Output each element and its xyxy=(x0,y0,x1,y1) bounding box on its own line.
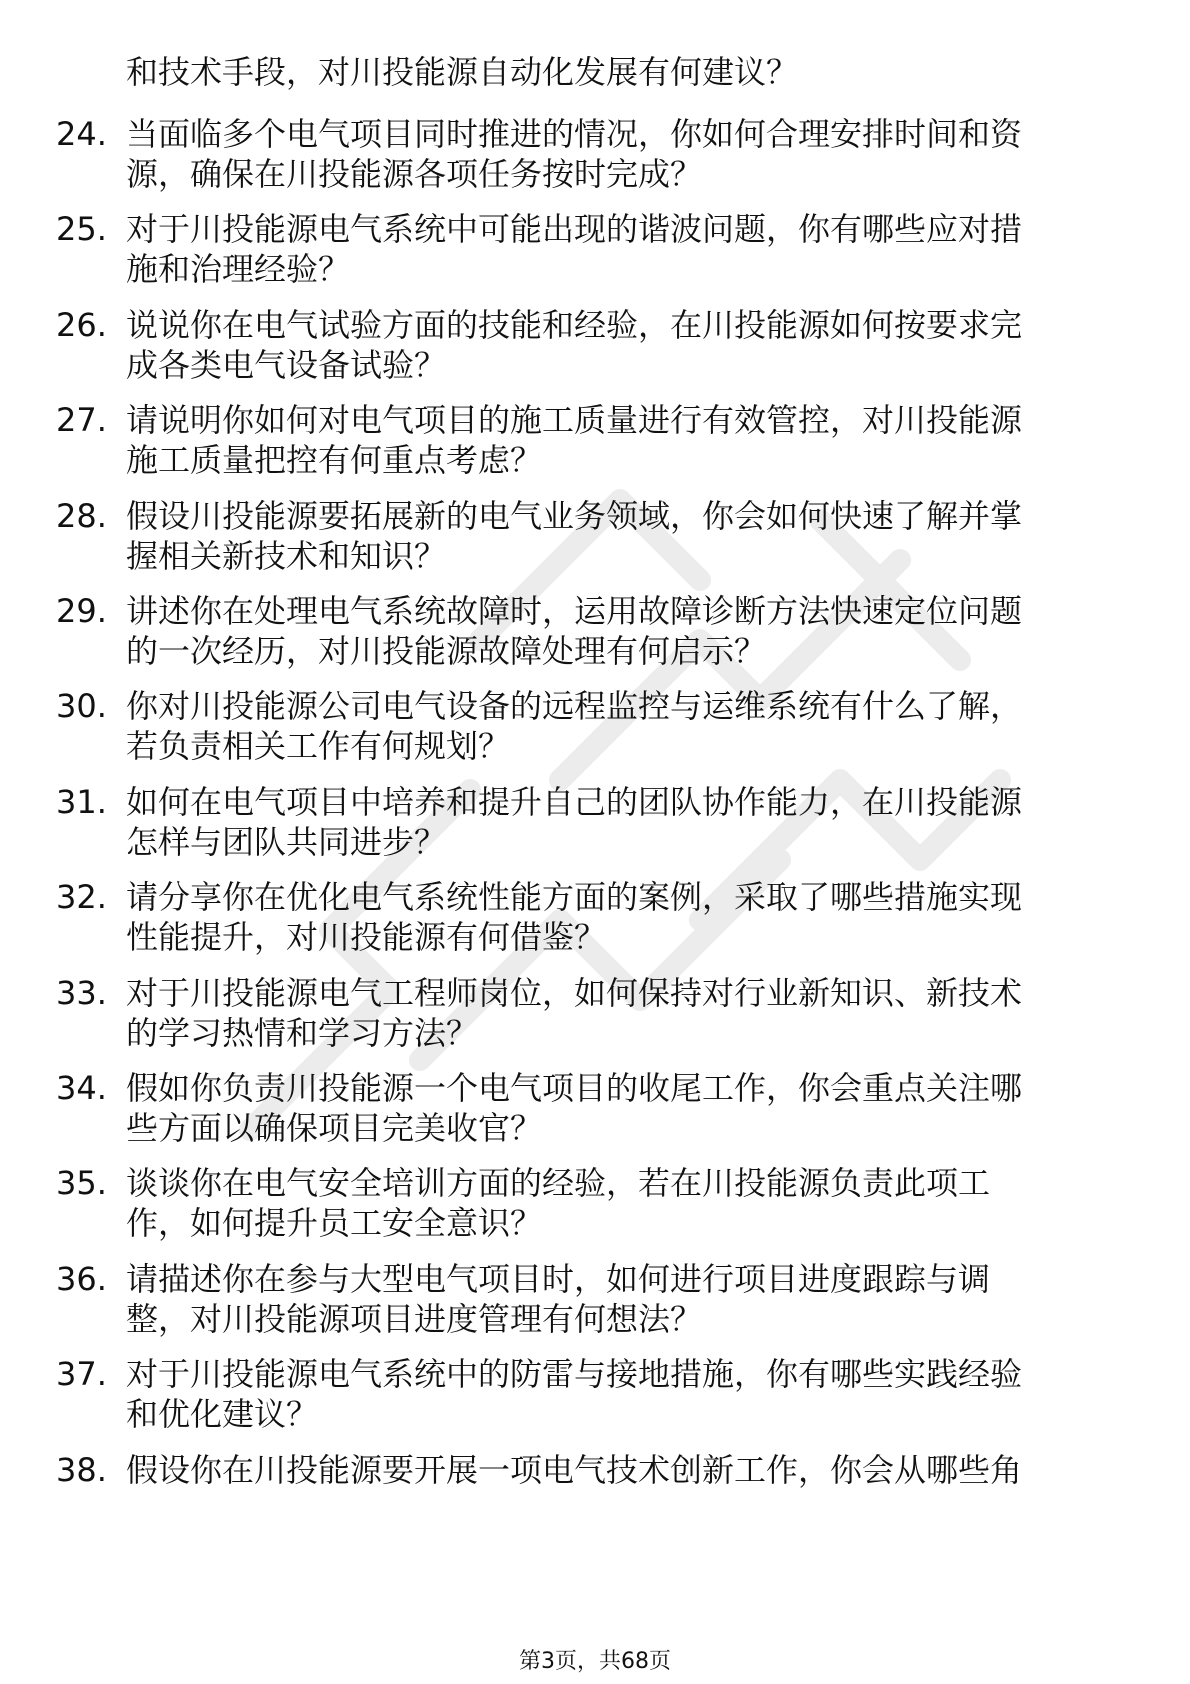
question-item xyxy=(0,1163,1190,1247)
question-item xyxy=(0,305,1190,389)
question-text xyxy=(126,686,1126,766)
question-text-line: 假设你在川投能源要开展一项电气技术创新工作，你会从哪些角 xyxy=(126,1451,1023,1489)
question-text-line: 请描述你在参与大型电气项目时，如何进行项目进度跟踪与调 xyxy=(126,1260,991,1298)
question-text-line: 握相关新技术和知识？ xyxy=(126,537,447,575)
question-item xyxy=(0,686,1190,770)
page-footer: 第3页，共68页 xyxy=(519,1649,671,1674)
question-text-line: 和优化建议？ xyxy=(126,1395,319,1433)
question-number: 28. xyxy=(56,497,107,535)
question-text-line: 些方面以确保项目完美收官？ xyxy=(126,1109,543,1147)
question-text-line: 的学习热情和学习方法？ xyxy=(126,1014,479,1052)
question-text xyxy=(126,1068,1126,1148)
question-text-line: 讲述你在处理电气系统故障时，运用故障诊断方法快速定位问题 xyxy=(126,592,1023,630)
question-number: 38. xyxy=(56,1451,107,1489)
question-item xyxy=(0,400,1190,484)
question-item xyxy=(0,877,1190,961)
question-number: 33. xyxy=(56,974,107,1012)
question-text-line: 施和治理经验？ xyxy=(126,250,351,288)
question-text-line: 当面临多个电气项目同时推进的情况，你如何合理安排时间和资 xyxy=(126,115,1023,153)
continuation-text: 和技术手段，对川投能源自动化发展有何建议？ xyxy=(126,53,799,91)
question-number: 27. xyxy=(56,401,107,439)
question-text xyxy=(126,591,1126,671)
question-item xyxy=(0,782,1190,866)
question-text-line: 请分享你在优化电气系统性能方面的案例，采取了哪些措施实现 xyxy=(126,878,1023,916)
question-item xyxy=(0,114,1190,198)
question-text-line: 整，对川投能源项目进度管理有何想法？ xyxy=(126,1300,703,1338)
question-text-line: 作，如何提升员工安全意识？ xyxy=(126,1204,543,1242)
question-number: 26. xyxy=(56,306,107,344)
question-text xyxy=(126,1259,1126,1339)
question-text xyxy=(126,496,1126,576)
question-text xyxy=(126,114,1126,194)
question-text-line: 对于川投能源电气工程师岗位，如何保持对行业新知识、新技术 xyxy=(126,974,1023,1012)
question-number: 29. xyxy=(56,592,107,630)
question-text xyxy=(126,1163,1126,1243)
question-number: 25. xyxy=(56,210,107,248)
question-item xyxy=(0,496,1190,580)
question-text-line: 对于川投能源电气系统中可能出现的谐波问题，你有哪些应对措 xyxy=(126,210,1023,248)
question-text xyxy=(126,877,1126,957)
question-text xyxy=(126,1354,1126,1434)
question-text-line: 的一次经历，对川投能源故障处理有何启示？ xyxy=(126,632,767,670)
question-number: 30. xyxy=(56,687,107,725)
question-text-line: 请说明你如何对电气项目的施工质量进行有效管控，对川投能源 xyxy=(126,401,1023,439)
question-number: 31. xyxy=(56,783,107,821)
question-text-line: 说说你在电气试验方面的技能和经验，在川投能源如何按要求完 xyxy=(126,306,1023,344)
question-text xyxy=(126,209,1126,289)
question-item xyxy=(0,1354,1190,1438)
question-text xyxy=(126,782,1126,862)
question-item xyxy=(0,209,1190,293)
question-text-line: 性能提升，对川投能源有何借鉴？ xyxy=(126,918,607,956)
question-number: 34. xyxy=(56,1069,107,1107)
question-item xyxy=(0,1450,1190,1534)
question-text xyxy=(126,973,1126,1053)
question-text-line: 假如你负责川投能源一个电气项目的收尾工作，你会重点关注哪 xyxy=(126,1069,1023,1107)
question-number: 36. xyxy=(56,1260,107,1298)
question-number: 32. xyxy=(56,878,107,916)
question-text-line: 假设川投能源要拓展新的电气业务领域，你会如何快速了解并掌 xyxy=(126,497,1023,535)
question-text-line: 施工质量把控有何重点考虑？ xyxy=(126,441,543,479)
question-item xyxy=(0,973,1190,1057)
question-text xyxy=(126,400,1126,480)
question-number: 35. xyxy=(56,1164,107,1202)
question-item xyxy=(0,1259,1190,1343)
question-text-line: 如何在电气项目中培养和提升自己的团队协作能力，在川投能源 xyxy=(126,783,1023,821)
question-text xyxy=(126,305,1126,385)
question-text-line: 怎样与团队共同进步？ xyxy=(126,823,447,861)
question-item xyxy=(0,591,1190,675)
question-text-line: 成各类电气设备试验？ xyxy=(126,346,447,384)
question-text-line: 你对川投能源公司电气设备的远程监控与运维系统有什么了解， xyxy=(126,687,1023,725)
question-number: 37. xyxy=(56,1355,107,1393)
question-text xyxy=(126,1450,1126,1490)
question-text-line: 源，确保在川投能源各项任务按时完成？ xyxy=(126,155,703,193)
question-text-line: 谈谈你在电气安全培训方面的经验，若在川投能源负责此项工 xyxy=(126,1164,991,1202)
question-text-line: 若负责相关工作有何规划？ xyxy=(126,727,511,765)
question-number: 24. xyxy=(56,115,107,153)
question-text-line: 对于川投能源电气系统中的防雷与接地措施，你有哪些实践经验 xyxy=(126,1355,1023,1393)
question-item xyxy=(0,1068,1190,1152)
